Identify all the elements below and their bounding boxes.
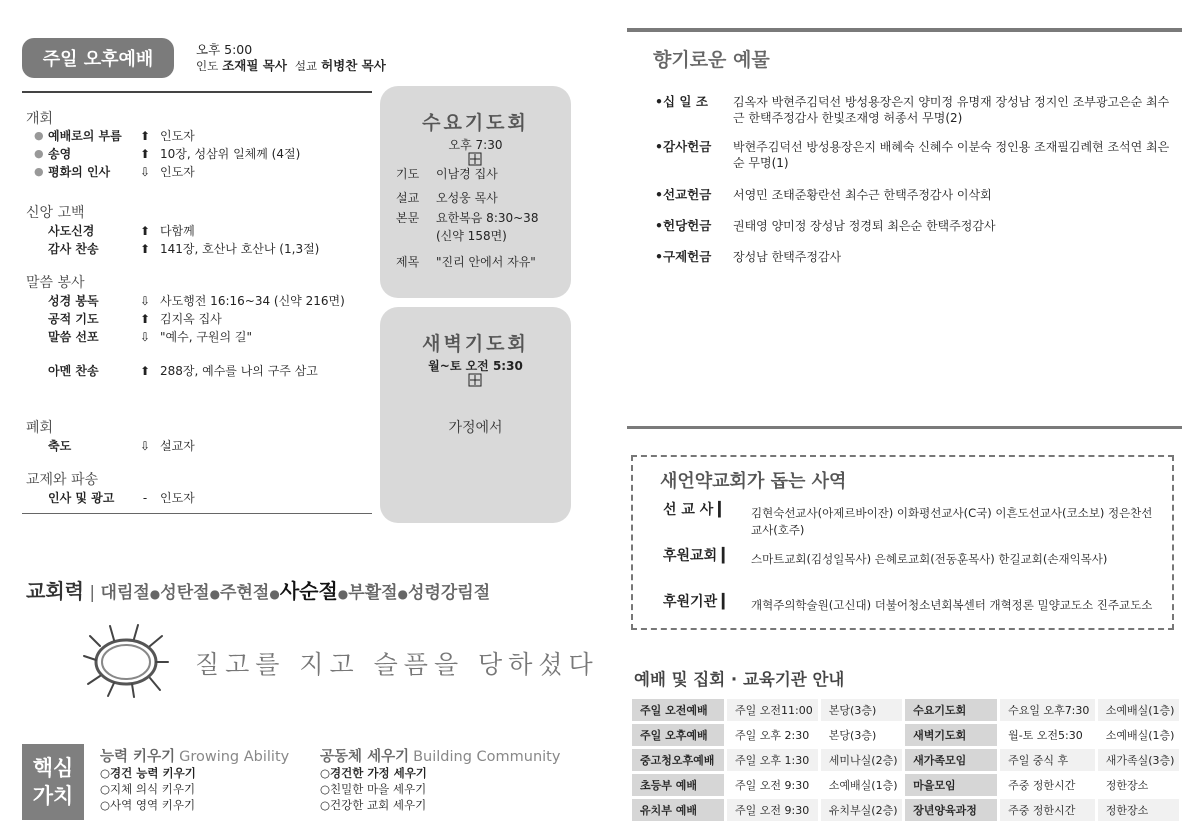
sit-down-icon: ⇩	[139, 165, 151, 179]
schedule-cell: 주일 오전 9:30	[727, 799, 818, 821]
order-item-label: 예배로의 부름	[48, 129, 122, 143]
calendar-dot: ●	[269, 587, 280, 601]
offering-names: 김옥자 박현주김덕선 방성용장은지 양미정 유명재 장성남 정지인 조부광고은순 최수근 한택주정감사 한빛조재영 허종서 무명(2)	[733, 95, 1170, 125]
schedule-row	[632, 774, 1179, 796]
order-item-value: "예수, 구원의 길"	[160, 330, 253, 344]
order-item-label: 사도신경	[48, 224, 95, 238]
order-item-label: 아멘 찬송	[48, 364, 99, 378]
schedule-meeting-name: 유치부 예배	[632, 799, 724, 821]
schedule-cell: 본당(3층)	[821, 699, 902, 721]
stand-up-icon: ⬆	[139, 147, 151, 161]
order-row	[22, 292, 372, 310]
calendar-dot: ●	[337, 587, 349, 601]
crown-of-thorns-icon	[80, 622, 170, 698]
ability-heading: 능력 키우기 Growing Ability	[100, 749, 290, 765]
calendar-current-season: 사순절	[279, 579, 338, 603]
stand-up-icon: ⬆	[139, 364, 151, 378]
calendar-head: 교회력	[26, 579, 84, 603]
schedule-meeting-name: 수요기도회	[905, 699, 997, 721]
schedule-cell: 수요일 오후7:30	[1000, 699, 1095, 721]
offering-type: •십 일 조	[655, 94, 708, 109]
detail-value: "진리 안에서 자유"	[436, 255, 536, 269]
calendar-season: 성령강림절	[408, 583, 491, 603]
preach-name: 허병찬 목사	[321, 58, 386, 73]
schedule-cell: 소예배실(1층)	[1098, 724, 1179, 746]
calendar-dot: ●	[397, 587, 409, 601]
schedule-meeting-name: 중고청오후예배	[632, 749, 724, 771]
community-item: ○경건한 가정 세우기	[320, 766, 427, 780]
core-badge-line2: 가치	[32, 784, 74, 808]
offering-type: •구제헌금	[655, 249, 712, 264]
order-row	[22, 328, 372, 346]
dawn-prayer-place: 가정에서	[448, 420, 503, 436]
cross-box-icon	[468, 152, 482, 166]
order-row	[22, 127, 372, 145]
mission-category: 후원기관 ▎	[663, 594, 733, 610]
schedule-cell: 주일 오전 9:30	[727, 774, 818, 796]
core-values-ability	[100, 749, 289, 813]
dash-icon: -	[142, 491, 148, 505]
order-item-label: 말씀 선포	[48, 330, 99, 344]
wednesday-prayer-title: 수요기도회	[422, 112, 529, 134]
cross-box-icon	[468, 373, 482, 387]
schedule-row	[632, 699, 1179, 721]
detail-key: 기도	[396, 167, 420, 181]
offering-names: 장성남 한택주정감사	[733, 250, 842, 264]
church-calendar	[26, 575, 490, 604]
schedule-cell: 소예배실(1층)	[821, 774, 902, 796]
schedule-meeting-name: 주일 오전예배	[632, 699, 724, 721]
lead-name: 조재필 목사	[222, 58, 287, 73]
order-item-value: 설교자	[160, 439, 195, 453]
schedule-cell: 주중 정한시간	[1000, 799, 1095, 821]
schedule-cell: 월-토 오전5:30	[1000, 724, 1095, 746]
afternoon-service-info	[196, 42, 386, 74]
order-item-value: 288장, 예수를 나의 구주 삼고	[160, 364, 318, 378]
core-values-badge	[22, 744, 84, 820]
order-row	[22, 222, 372, 240]
order-item-value: 인도자	[160, 129, 195, 143]
schedule-cell: 소예배실(1층)	[1098, 699, 1179, 721]
schedule-cell: 세미나실(2층)	[821, 749, 902, 771]
order-item-label: 인사 및 광고	[48, 491, 115, 505]
order-item-value: 인도자	[160, 491, 195, 505]
order-row	[22, 145, 372, 163]
order-item-value: 사도행전 16:16~34 (신약 216면)	[160, 294, 345, 308]
order-item-label: 송영	[48, 147, 72, 161]
order-row	[22, 437, 372, 455]
mission-category: 후원교회 ▎	[663, 548, 733, 564]
wednesday-prayer-box	[380, 86, 571, 298]
stand-up-icon: ⬆	[139, 312, 151, 326]
sit-down-icon: ⇩	[139, 330, 151, 344]
core-badge-line1: 핵심	[32, 756, 74, 780]
order-item-label: 공적 기도	[48, 312, 99, 326]
order-item-label: 축도	[48, 439, 72, 453]
mission-names: 스마트교회(김성일목사) 은혜로교회(전동훈목사) 한길교회(손재익목사)	[751, 552, 1108, 566]
schedule-cell: 주일 오전11:00	[727, 699, 818, 721]
schedule-cell: 새가족실(3층)	[1098, 749, 1179, 771]
order-section-title: 교제와 파송	[26, 472, 99, 488]
preach-label: 설교	[294, 59, 318, 73]
order-item-label: 성경 봉독	[48, 294, 99, 308]
schedule-meeting-name: 마을모임	[905, 774, 997, 796]
detail-key: 제목	[396, 255, 420, 269]
order-item-value: 141장, 호산나 호산나 (1,3절)	[160, 242, 320, 256]
schedule-meeting-name: 새벽기도회	[905, 724, 997, 746]
order-row	[22, 240, 372, 258]
order-row	[22, 163, 372, 181]
schedule-cell: 본당(3층)	[821, 724, 902, 746]
schedule-cell: 정한장소	[1098, 799, 1179, 821]
bullet-icon: ●	[34, 165, 44, 178]
offering-type: •감사헌금	[655, 139, 712, 154]
offering-names: 박현주김덕선 방성용장은지 배혜숙 신혜수 이분숙 정인용 조재필김례현 조석연 최은순 무명(1)	[733, 140, 1170, 170]
schedule-cell: 정한장소	[1098, 774, 1179, 796]
detail-key: 설교	[396, 191, 420, 205]
mission-names: 개혁주의학술원(고신대) 더불어청소년회복센터 개혁정론 밀양교도소 진주교도소	[751, 598, 1153, 612]
core-values-community	[320, 749, 560, 813]
order-row	[22, 310, 372, 328]
lent-phrase: 질고를 지고 슬픔을 당하셨다	[195, 650, 599, 679]
mission-category: 선 교 사 ▎	[663, 502, 729, 518]
calendar-dot: ●	[209, 587, 221, 601]
bullet-icon: ●	[34, 129, 44, 142]
detail-value: 요한복음 8:30~38	[436, 211, 539, 225]
calendar-separator: |	[83, 583, 101, 603]
order-item-value: 다함께	[160, 224, 195, 238]
order-section-title: 개회	[26, 111, 54, 127]
offering-top-bar	[627, 28, 1182, 32]
order-row	[22, 489, 372, 507]
schedule-meeting-name: 장년양육과정	[905, 799, 997, 821]
dawn-prayer-time: 월~토 오전 5:30	[428, 359, 523, 373]
dawn-prayer-box	[380, 307, 571, 523]
offering-type: •선교헌금	[655, 187, 712, 202]
stand-up-icon: ⬆	[139, 129, 151, 143]
ability-item: ○사역 영역 키우기	[100, 798, 196, 812]
stand-up-icon: ⬆	[139, 224, 151, 238]
order-item-value: 김지옥 집사	[160, 312, 222, 326]
offering-names: 서영민 조태준황란선 최수근 한택주정감사 이삭회	[733, 188, 992, 202]
offering-type: •헌당헌금	[655, 218, 712, 233]
schedule-cell: 주일 오후 2:30	[727, 724, 818, 746]
order-section-title: 말씀 봉사	[26, 275, 85, 291]
afternoon-service-badge: 주일 오후예배	[22, 38, 174, 78]
schedule-row	[632, 799, 1179, 821]
ability-item: ○경건 능력 키우기	[100, 766, 196, 780]
offering-names: 권태영 양미정 장성남 정경퇴 최은순 한택주정감사	[733, 219, 996, 233]
offering-bottom-bar	[627, 426, 1182, 429]
schedule-cell: 유치부실(2층)	[821, 799, 902, 821]
detail-value: (신약 158면)	[436, 229, 507, 243]
calendar-season: 대림절	[100, 583, 150, 603]
order-item-label: 평화의 인사	[48, 165, 111, 179]
ability-item: ○지체 의식 키우기	[100, 782, 196, 796]
calendar-season: 부활절	[348, 583, 398, 603]
calendar-season: 성탄절	[160, 583, 210, 603]
community-item: ○건강한 교회 세우기	[320, 798, 427, 812]
schedule-meeting-name: 새가족모임	[905, 749, 997, 771]
sit-down-icon: ⇩	[139, 439, 151, 453]
detail-key: 본문	[396, 211, 420, 225]
community-item: ○친밀한 마을 세우기	[320, 782, 427, 796]
community-heading: 공동체 세우기 Building Community	[320, 749, 561, 765]
schedule-cell: 주일 중식 후	[1000, 749, 1095, 771]
schedule-title: 예배 및 집회 · 교육기관 안내	[634, 670, 845, 689]
calendar-season: 주현절	[220, 583, 270, 603]
lead-label: 인도	[196, 59, 219, 73]
offering-title: 향기로운 예물	[653, 49, 770, 71]
dawn-prayer-title: 새벽기도회	[422, 333, 529, 355]
sit-down-icon: ⇩	[139, 294, 151, 308]
order-section-title: 신앙 고백	[26, 205, 85, 221]
schedule-table	[629, 696, 1182, 824]
schedule-cell: 주중 정한시간	[1000, 774, 1095, 796]
order-item-label: 감사 찬송	[48, 242, 99, 256]
mission-title: 새언약교회가 돕는 사역	[660, 471, 847, 492]
order-top-rule	[22, 91, 372, 93]
schedule-meeting-name: 주일 오후예배	[632, 724, 724, 746]
order-item-value: 10장, 성삼위 일체께 (4절)	[160, 147, 301, 161]
schedule-row	[632, 724, 1179, 746]
service-time: 오후 5:00	[196, 42, 253, 57]
order-section-title: 폐회	[26, 420, 54, 436]
detail-value: 오성웅 목사	[436, 191, 498, 205]
stand-up-icon: ⬆	[139, 242, 151, 256]
service-leaders	[196, 58, 386, 74]
order-item-value: 인도자	[160, 165, 195, 179]
schedule-row	[632, 749, 1179, 771]
schedule-cell: 주일 오후 1:30	[727, 749, 818, 771]
order-row	[22, 362, 372, 380]
bullet-icon: ●	[34, 147, 44, 160]
schedule-meeting-name: 초등부 예배	[632, 774, 724, 796]
mission-names: 김현숙선교사(아제르바이잔) 이화평선교사(C국) 이흔도선교사(코소보) 정은찬선교사(호주)	[751, 506, 1153, 537]
calendar-dot: ●	[149, 587, 161, 601]
order-bottom-rule	[22, 513, 372, 514]
detail-value: 이남경 집사	[436, 167, 498, 181]
wednesday-prayer-time: 오후 7:30	[448, 138, 503, 152]
